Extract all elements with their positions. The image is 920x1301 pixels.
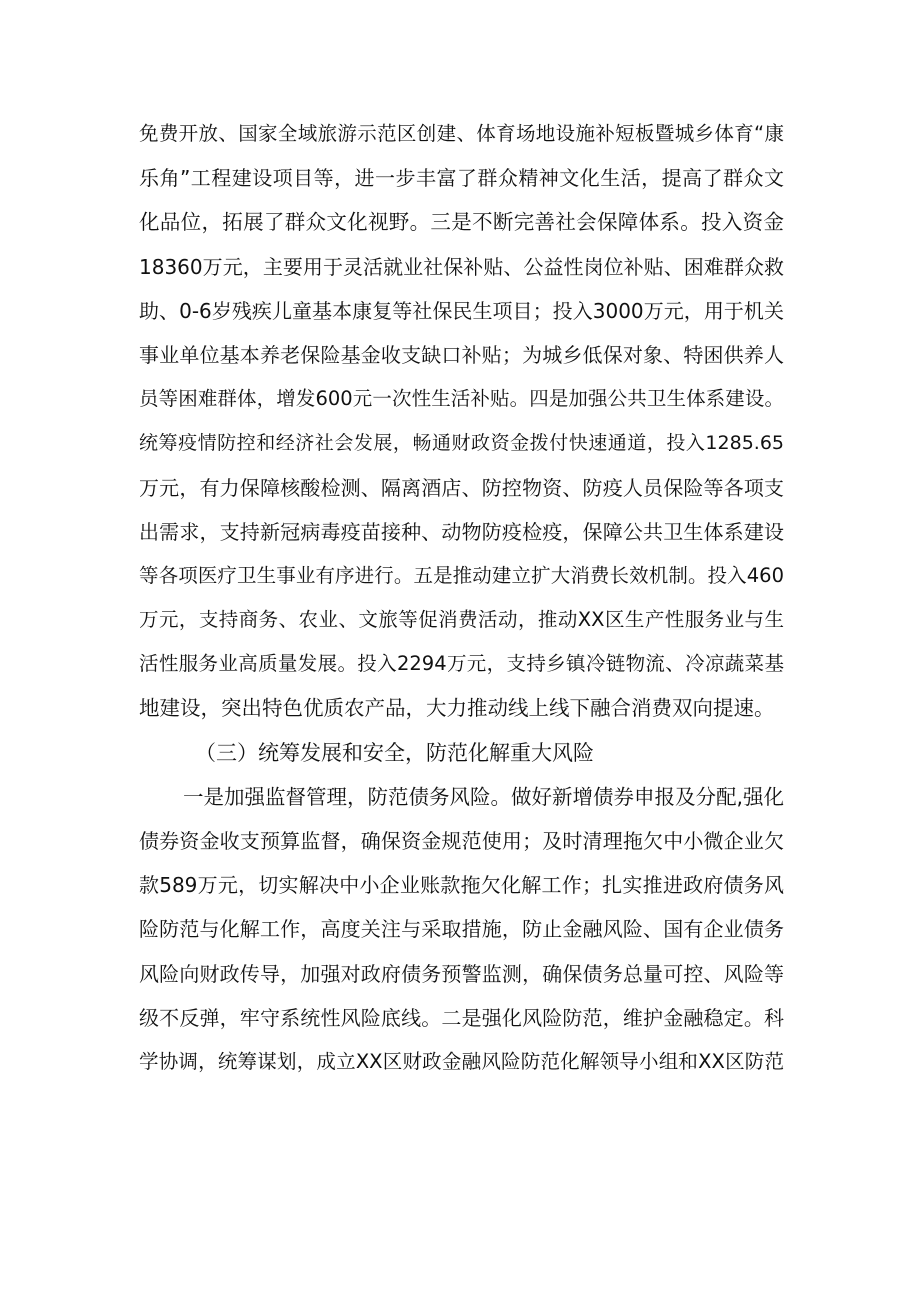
text-line: 统筹疫情防控和经济社会发展，畅通财政资金拨付快速通道，投入1285.65 [139,432,784,455]
text-line: 万元，支持商务、农业、文旅等促消费活动，推动XX区生产性服务业与生 [139,608,784,632]
text-line: 险防范与化解工作，高度关注与采取措施，防止金融风险、国有企业债务 [139,917,784,942]
text-line: 活性服务业高质量发展。投入2294万元，支持乡镇冷链物流、冷凉蔬菜基 [139,652,784,676]
text-line: 18360万元，主要用于灵活就业社保补贴、公益性岗位补贴、困难群众救 [139,254,784,279]
text-line: 风险向财政传导，加强对政府债务预警监测，确保债务总量可控、风险等 [139,961,784,986]
text-line: 学协调，统筹谋划，成立XX区财政金融风险防范化解领导小组和XX区防范 [139,1049,784,1073]
text-line: 免费开放、国家全域旅游示范区创建、体育场地设施补短板暨城乡体育“康 [139,122,784,145]
text-line: 等各项医疗卫生事业有序进行。五是推动建立扩大消费长效机制。投入460 [139,563,784,587]
section-heading: （三）统筹发展和安全，防范化解重大风险 [195,740,594,765]
document-body [139,112,784,1084]
text-line: 万元，有力保障核酸检测、隔离酒店、防控物资、防疫人员保险等各项支 [139,475,784,500]
text-line: 事业单位基本养老保险基金收支缺口补贴；为城乡低保对象、特困供养人 [139,342,784,367]
text-line: 化品位，拓展了群众文化视野。三是不断完善社会保障体系。投入资金 [139,210,784,235]
text-line: 地建设，突出特色优质农产品，大力推动线上线下融合消费双向提速。 [139,696,775,721]
text-line: 款589万元，切实解决中小企业账款拖欠化解工作；扎实推进政府债务风 [139,873,784,898]
text-line: 一是加强监督管理，防范债务风险。做好新增债券申报及分配,强化 [183,784,785,809]
text-line: 员等困难群体，增发600元一次性生活补贴。四是加强公共卫生体系建设。 [139,387,784,411]
text-line: 债券资金收支预算监督，确保资金规范使用；及时清理拖欠中小微企业欠 [139,829,784,853]
text-line: 乐角”工程建设项目等，进一步丰富了群众精神文化生活，提高了群众文 [139,166,784,191]
text-line: 出需求，支持新冠病毒疫苗接种、动物防疫检疫，保障公共卫生体系建设 [139,519,784,544]
text-line: 级不反弹，牢守系统性风险底线。二是强化风险防范，维护金融稳定。科 [139,1005,784,1030]
text-line: 助、0-6岁残疾儿童基本康复等社保民生项目；投入3000万元，用于机关 [139,298,784,323]
